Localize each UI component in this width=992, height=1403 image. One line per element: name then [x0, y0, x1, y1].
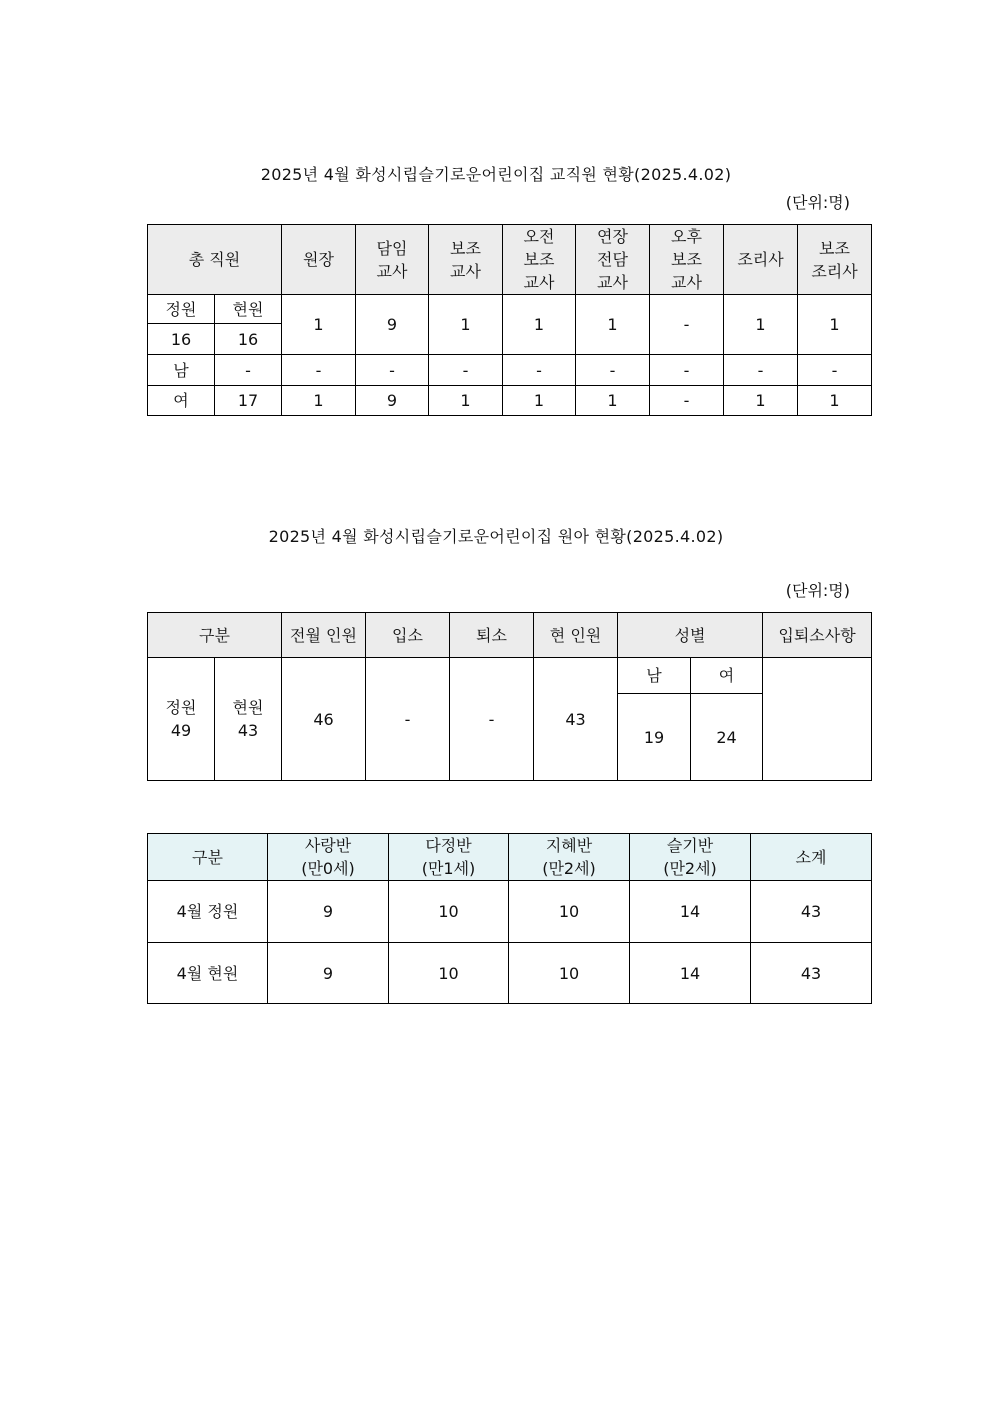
class-header-jihye: 지혜반 (만2세): [509, 834, 630, 881]
class-row-label: 4월 정원: [148, 881, 268, 943]
staff-header-total: 총 직원: [148, 225, 282, 295]
staff-female-cell: 1: [724, 386, 798, 416]
staff-table: [147, 224, 872, 416]
class-table: [147, 833, 872, 1004]
children-male-label: 남: [618, 658, 691, 694]
children-unit: (단위:명): [785, 581, 850, 600]
class-cell: 9: [268, 881, 389, 943]
class-cell: 14: [630, 881, 751, 943]
class-total-cell: 43: [751, 881, 872, 943]
staff-header-extended: 연장 전담 교사: [576, 225, 650, 295]
staff-header-homeroom: 담임 교사: [356, 225, 429, 295]
class-cell: 10: [509, 943, 630, 1004]
staff-count-pm-assistant: -: [650, 295, 724, 355]
children-prev-month-value: 46: [282, 658, 366, 781]
children-current-count: 43: [534, 658, 618, 781]
staff-male-total: -: [215, 355, 282, 386]
class-header-category: 구분: [148, 834, 268, 881]
children-notes-value: [763, 658, 872, 781]
children-row-1: [148, 658, 872, 694]
staff-quota-label: 정원: [148, 295, 215, 324]
children-female-value: 24: [691, 694, 763, 781]
staff-count-extended: 1: [576, 295, 650, 355]
staff-female-cell: 1: [503, 386, 576, 416]
children-header-row: [148, 613, 872, 658]
staff-header-assistant-cook: 보조 조리사: [798, 225, 872, 295]
staff-header-pm-assistant: 오후 보조 교사: [650, 225, 724, 295]
children-header-category: 구분: [148, 613, 282, 658]
staff-male-label: 남: [148, 355, 215, 386]
children-female-label: 여: [691, 658, 763, 694]
staff-count-cook: 1: [724, 295, 798, 355]
class-total-cell: 43: [751, 943, 872, 1004]
class-cell: 14: [630, 943, 751, 1004]
class-cell: 9: [268, 943, 389, 1004]
children-current-cell: 현원 43: [215, 658, 282, 781]
staff-male-row: [148, 355, 872, 386]
staff-female-cell: 1: [282, 386, 356, 416]
staff-male-cell: -: [503, 355, 576, 386]
staff-title: 2025년 4월 화성시립슬기로운어린이집 교직원 현황(2025.4.02): [260, 165, 732, 184]
children-header-prev-month: 전월 인원: [282, 613, 366, 658]
children-header-discharge: 퇴소: [450, 613, 534, 658]
staff-quota-value: 16: [148, 324, 215, 355]
children-header-admission: 입소: [366, 613, 450, 658]
class-header-dajeong: 다정반 (만1세): [389, 834, 509, 881]
staff-male-cell: -: [576, 355, 650, 386]
children-header-gender: 성별: [618, 613, 763, 658]
staff-header-am-assistant: 오전 보조 교사: [503, 225, 576, 295]
children-header-notes: 입퇴소사항: [763, 613, 872, 658]
class-header-sarang: 사랑반 (만0세): [268, 834, 389, 881]
staff-header-row: [148, 225, 872, 295]
staff-female-total: 17: [215, 386, 282, 416]
staff-header-cook: 조리사: [724, 225, 798, 295]
staff-male-cell: -: [282, 355, 356, 386]
staff-female-cell: -: [650, 386, 724, 416]
staff-count-homeroom: 9: [356, 295, 429, 355]
staff-count-director: 1: [282, 295, 356, 355]
class-cell: 10: [509, 881, 630, 943]
children-header-current: 현 인원: [534, 613, 618, 658]
staff-female-label: 여: [148, 386, 215, 416]
staff-female-row: [148, 386, 872, 416]
class-row-label: 4월 현원: [148, 943, 268, 1004]
children-title: 2025년 4월 화성시립슬기로운어린이집 원아 현황(2025.4.02): [268, 527, 724, 546]
staff-male-cell: -: [356, 355, 429, 386]
staff-unit: (단위:명): [785, 193, 850, 212]
children-discharge-value: -: [450, 658, 534, 781]
staff-male-cell: -: [724, 355, 798, 386]
children-male-value: 19: [618, 694, 691, 781]
children-quota-cell: 정원 49: [148, 658, 215, 781]
class-header-seulgi: 슬기반 (만2세): [630, 834, 751, 881]
staff-count-assistant: 1: [429, 295, 503, 355]
staff-header-assistant: 보조 교사: [429, 225, 503, 295]
staff-female-cell: 9: [356, 386, 429, 416]
staff-female-cell: 1: [429, 386, 503, 416]
class-cell: 10: [389, 881, 509, 943]
staff-current-value: 16: [215, 324, 282, 355]
staff-current-label: 현원: [215, 295, 282, 324]
class-row-quota: [148, 881, 872, 943]
staff-header-director: 원장: [282, 225, 356, 295]
staff-male-cell: -: [650, 355, 724, 386]
staff-count-am-assistant: 1: [503, 295, 576, 355]
staff-female-cell: 1: [798, 386, 872, 416]
class-row-current: [148, 943, 872, 1004]
staff-male-cell: -: [798, 355, 872, 386]
staff-count-assistant-cook: 1: [798, 295, 872, 355]
staff-male-cell: -: [429, 355, 503, 386]
children-admission-value: -: [366, 658, 450, 781]
class-header-total: 소계: [751, 834, 872, 881]
staff-quota-label-row: [148, 295, 872, 324]
class-header-row: [148, 834, 872, 881]
class-cell: 10: [389, 943, 509, 1004]
children-table: [147, 612, 872, 781]
staff-female-cell: 1: [576, 386, 650, 416]
